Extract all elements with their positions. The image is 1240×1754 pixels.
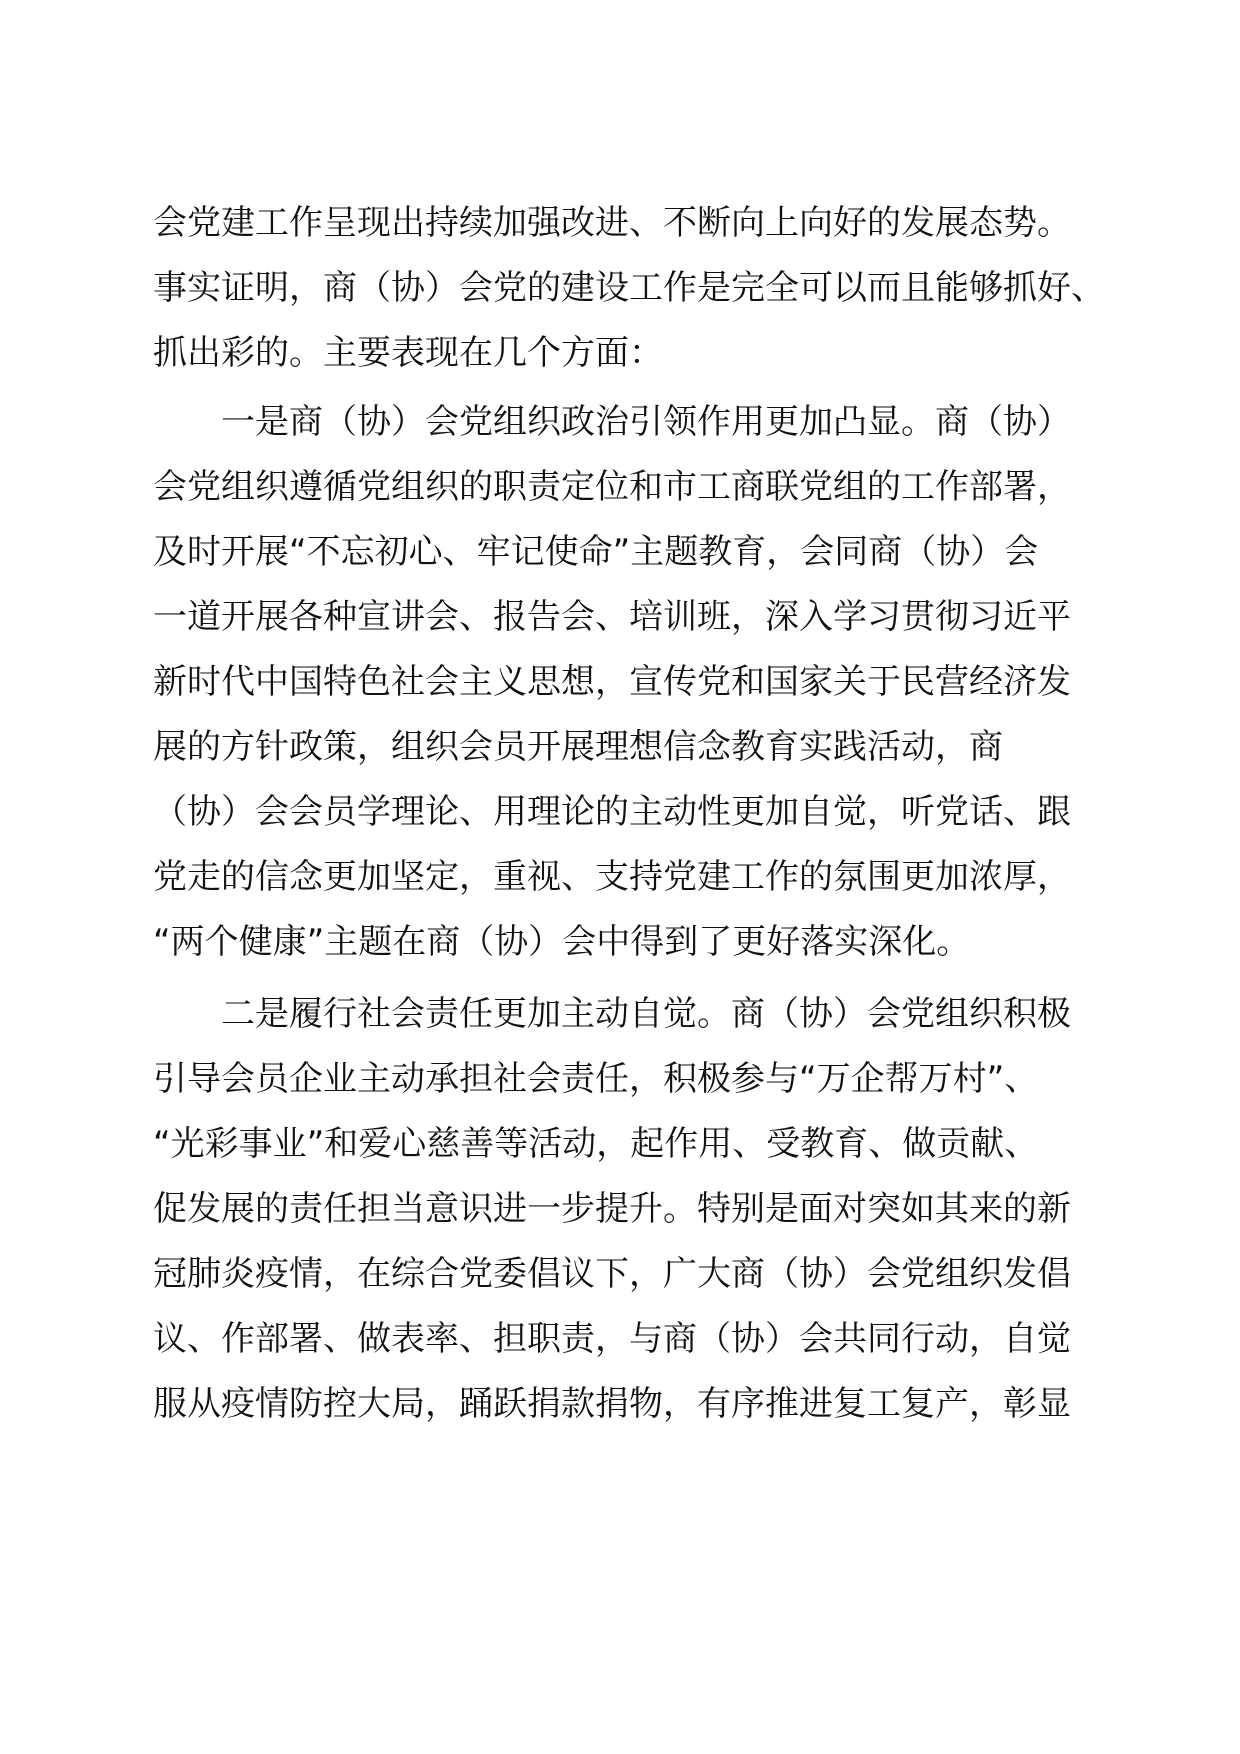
text-line: 冠肺炎疫情，在综合党委倡议下，广大商（协）会党组织发倡 bbox=[153, 1254, 1071, 1294]
text-line: 会党建工作呈现出持续加强改进、不断向上向好的发展态势。 bbox=[153, 203, 1071, 243]
text-line: 新时代中国特色社会主义思想，宣传党和国家关于民营经济发 bbox=[153, 662, 1071, 702]
text-line: 抓出彩的。主要表现在几个方面： bbox=[153, 333, 663, 373]
text-line: 一道开展各种宣讲会、报告会、培训班，深入学习贯彻习近平 bbox=[153, 597, 1071, 637]
paragraph-political-leadership bbox=[153, 390, 1093, 975]
paragraph-continuation bbox=[153, 191, 1105, 386]
text-line: “两个健康”主题在商（协）会中得到了更好落实深化。 bbox=[153, 922, 971, 962]
text-line: 会党组织遵循党组织的职责定位和市工商联党组的工作部署， bbox=[153, 467, 1071, 507]
text-line: 党走的信念更加坚定，重视、支持党建工作的氛围更加浓厚， bbox=[153, 857, 1071, 897]
text-line: （协）会会员学理论、用理论的主动性更加自觉，听党话、跟 bbox=[153, 792, 1071, 832]
text-line: 二是履行社会责任更加主动自觉。商（协）会党组织积极 bbox=[221, 994, 1071, 1034]
paragraph-social-responsibility bbox=[153, 982, 1093, 1437]
text-line: 促发展的责任担当意识进一步提升。特别是面对突如其来的新 bbox=[153, 1189, 1071, 1229]
text-line: 引导会员企业主动承担社会责任，积极参与“万企帮万村”、 bbox=[153, 1059, 1039, 1099]
text-line: “光彩事业”和爱心慈善等活动，起作用、受教育、做贡献、 bbox=[153, 1124, 1039, 1164]
text-line: 展的方针政策，组织会员开展理想信念教育实践活动，商 bbox=[153, 727, 1003, 767]
document-body bbox=[153, 191, 1105, 1437]
text-line: 服从疫情防控大局，踊跃捐款捐物，有序推进复工复产，彰显 bbox=[153, 1384, 1071, 1424]
text-line: 议、作部署、做表率、担职责，与商（协）会共同行动，自觉 bbox=[153, 1319, 1071, 1359]
text-line: 及时开展“不忘初心、牢记使命”主题教育，会同商（协）会 bbox=[153, 532, 1039, 572]
text-line: 一是商（协）会党组织政治引领作用更加凸显。商（协） bbox=[221, 402, 1071, 442]
text-line: 事实证明，商（协）会党的建设工作是完全可以而且能够抓好、 bbox=[153, 268, 1105, 308]
